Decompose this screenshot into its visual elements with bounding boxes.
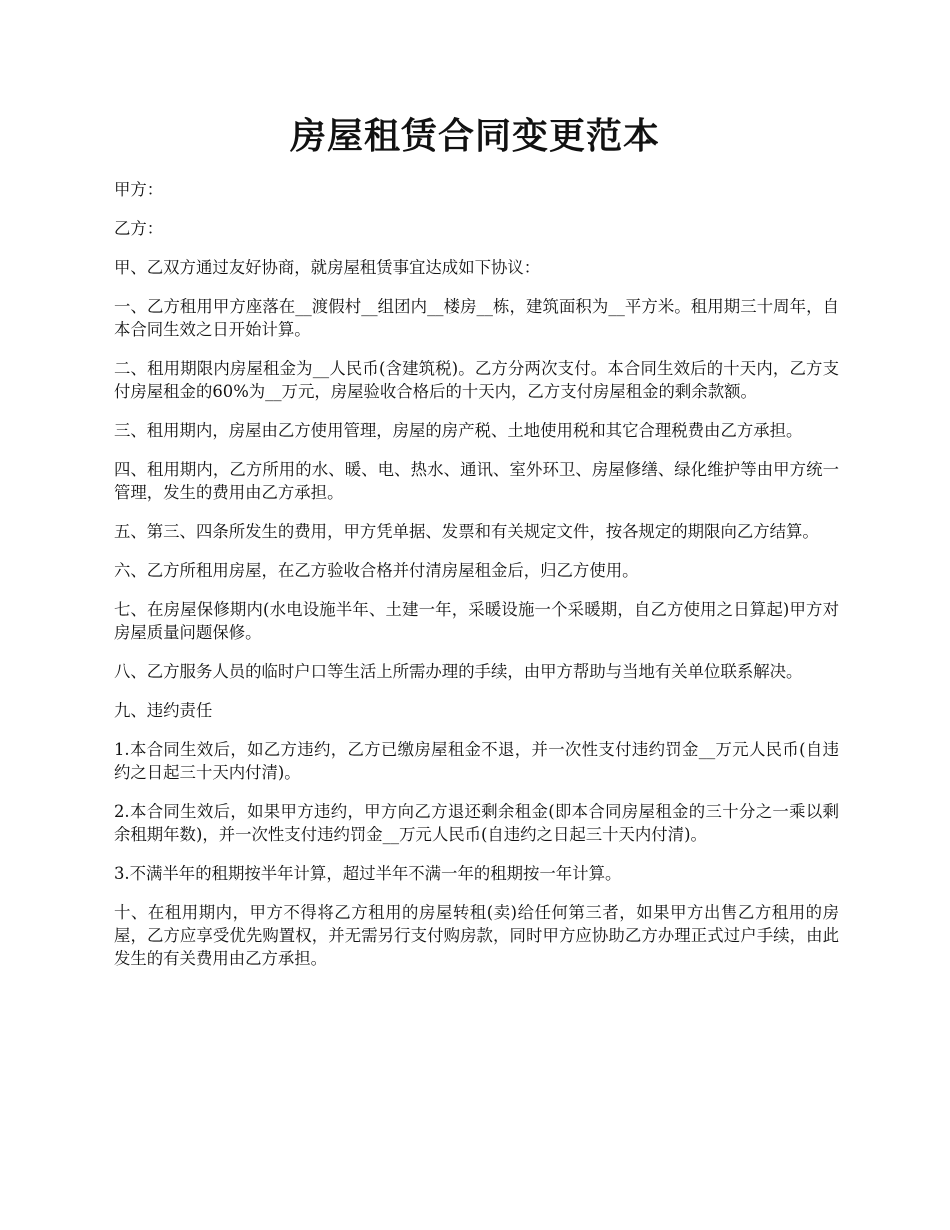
clause-9-item-1: 1.本合同生效后，如乙方违约，乙方已缴房屋租金不退，并一次性支付违约罚金__万元人民币(自违约之日起三十天内付清)。 [114,740,839,782]
document-title: 房屋租赁合同变更范本 [289,115,660,157]
party-b-line: 乙方： [114,219,164,238]
clause-8: 八、乙方服务人员的临时户口等生活上所需办理的手续，由甲方帮助与当地有关单位联系解决。 [114,662,803,681]
clause-1: 一、乙方租用甲方座落在__渡假村__组团内__楼房__栋，建筑面积为__平方米。租用期三十周年，自本合同生效之日开始计算。 [114,297,839,339]
party-a-line: 甲方： [114,180,164,199]
agreement-intro: 甲、乙双方通过友好协商，就房屋租赁事宜达成如下协议： [114,258,541,277]
document-body [114,178,839,986]
clause-3: 三、租用期内，房屋由乙方使用管理，房屋的房产税、土地使用税和其它合理税费由乙方承担。 [114,421,803,440]
clause-9-heading: 九、违约责任 [114,701,213,720]
clause-4: 四、租用期内，乙方所用的水、暖、电、热水、通讯、室外环卫、房屋修缮、绿化维护等由甲方统一管理，发生的费用由乙方承担。 [114,460,839,502]
clause-10: 十、在租用期内，甲方不得将乙方租用的房屋转租(卖)给任何第三者，如果甲方出售乙方租用的房屋，乙方应享受优先购置权，并无需另行支付购房款，同时甲方应协助乙方办理正式过户手续，由此发生的有关费用由乙方承担。 [114,903,839,968]
clause-5: 五、第三、四条所发生的费用，甲方凭单据、发票和有关规定文件，按各规定的期限向乙方结算。 [114,522,819,541]
clause-7: 七、在房屋保修期内(水电设施半年、土建一年，采暖设施一个采暖期，自乙方使用之日算起)甲方对房屋质量问题保修。 [114,600,839,642]
clause-6: 六、乙方所租用房屋，在乙方验收合格并付清房屋租金后，归乙方使用。 [114,561,639,580]
clause-9-item-3: 3.不满半年的租期按半年计算，超过半年不满一年的租期按一年计算。 [114,864,622,883]
clause-2: 二、租用期限内房屋租金为__人民币(含建筑税)。乙方分两次支付。本合同生效后的十天内，乙方支付房屋租金的60%为__万元，房屋验收合格后的十天内，乙方支付房屋租金的剩余款额。 [114,359,839,401]
clause-9-item-2: 2.本合同生效后，如果甲方违约，甲方向乙方退还剩余租金(即本合同房屋租金的三十分之一乘以剩余租期年数)，并一次性支付违约罚金__万元人民币(自违约之日起三十天内付清)。 [114,802,839,844]
